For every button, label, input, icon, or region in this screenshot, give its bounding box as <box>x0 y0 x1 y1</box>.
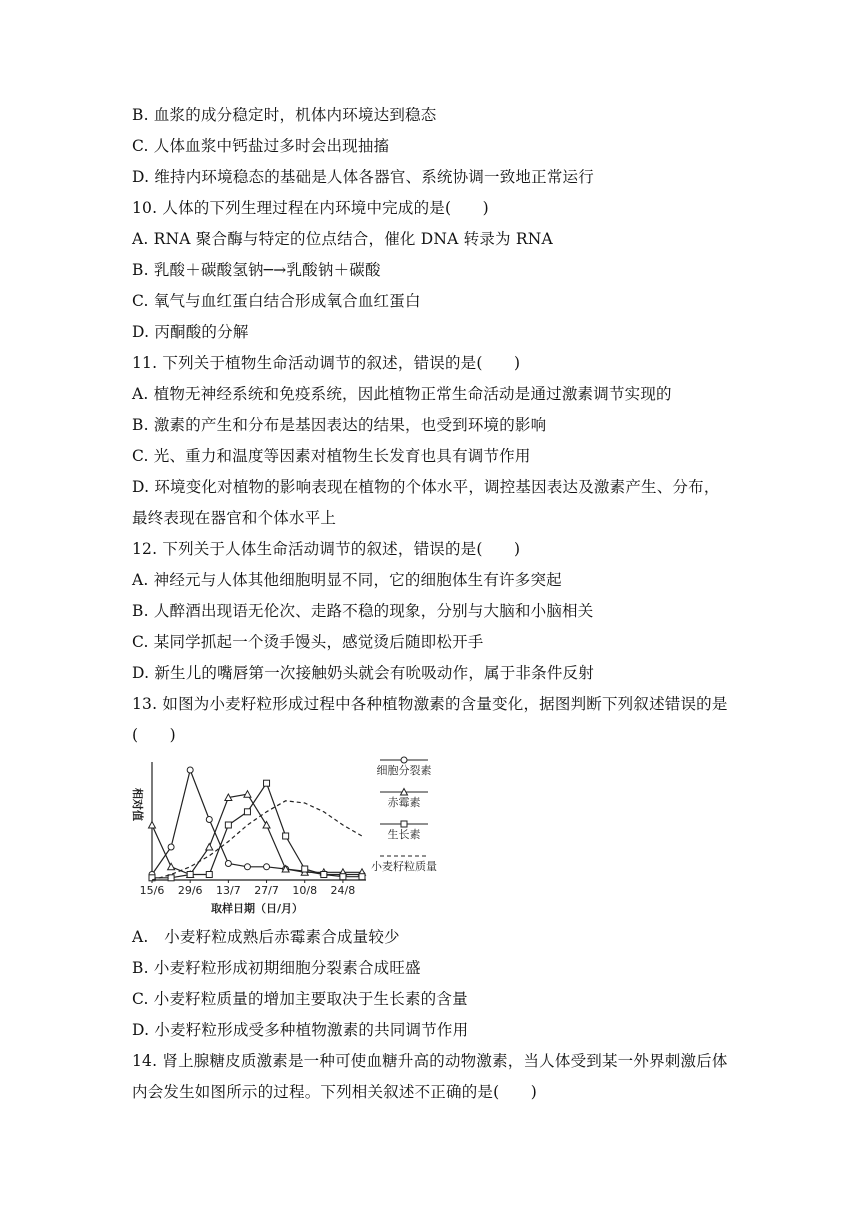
option-10d: D. 丙酮酸的分解 <box>132 323 249 341</box>
option-11d: D. 环境变化对植物的影响表现在植物的个体水平，调控基因表达及激素产生、分布， <box>132 478 720 496</box>
point-cytokinin <box>187 767 193 773</box>
option-11c: C. 光、重力和温度等因素对植物生长发育也具有调节作用 <box>132 447 531 465</box>
hormone-chart <box>131 752 460 920</box>
y-axis-title: 相对值 <box>131 788 144 821</box>
option-12b: B. 人醉酒出现语无伦次、走路不稳的现象，分别与大脑和小脑相关 <box>132 602 594 620</box>
option-9b: B. 血浆的成分稳定时，机体内环境达到稳态 <box>132 106 437 124</box>
series-line-0 <box>152 770 362 875</box>
point-cytokinin <box>206 817 212 823</box>
legend-label-3: 小麦籽粒质量 <box>371 860 437 873</box>
x-tick-label: 15/6 <box>139 884 165 897</box>
x-tick-label: 27/7 <box>254 884 279 897</box>
legend-label-0: 细胞分裂素 <box>376 764 432 777</box>
option-9d: D. 维持内环境稳态的基础是人体各器官、系统协调一致地正常运行 <box>132 168 594 186</box>
point-auxin <box>302 866 308 872</box>
x-tick-label: 29/6 <box>177 884 203 897</box>
legend-label-2: 生长素 <box>387 828 421 841</box>
series-line-3 <box>152 801 362 880</box>
question-13: 13. 如图为小麦籽粒形成过程中各种植物激素的含量变化，据图判断下列叙述错误的是 <box>132 695 728 713</box>
point-auxin <box>321 872 327 878</box>
point-auxin <box>283 833 289 839</box>
point-auxin <box>264 780 270 786</box>
option-10b: B. 乳酸＋碳酸氢钠─→乳酸钠＋碳酸 <box>132 261 381 279</box>
series-line-1 <box>152 794 362 874</box>
point-gibberellin <box>206 844 213 851</box>
point-gibberellin <box>168 863 175 870</box>
x-tick-label: 13/7 <box>216 884 241 897</box>
question-13-paren: ( ) <box>132 726 176 744</box>
option-13d: D. 小麦籽粒形成受多种植物激素的共同调节作用 <box>132 1021 469 1039</box>
legend-marker-2 <box>401 821 407 827</box>
question-11: 11. 下列关于植物生命活动调节的叙述，错误的是( ) <box>132 354 521 372</box>
point-auxin <box>340 874 346 880</box>
point-auxin <box>225 822 231 828</box>
legend-label-1: 赤霉素 <box>387 796 421 809</box>
point-auxin <box>187 872 193 878</box>
option-12a: A. 神经元与人体其他细胞明显不同，它的细胞体生有许多突起 <box>132 571 562 589</box>
option-13c: C. 小麦籽粒质量的增加主要取决于生长素的含量 <box>132 990 468 1008</box>
point-gibberellin <box>149 822 156 829</box>
question-12: 12. 下列关于人体生命活动调节的叙述，错误的是( ) <box>132 540 521 558</box>
option-13a: A. 小麦籽粒成熟后赤霉素合成量较少 <box>132 928 400 946</box>
x-tick-label: 24/8 <box>330 884 356 897</box>
point-cytokinin <box>225 861 231 867</box>
option-12c: C. 某同学抓起一个烫手馒头，感觉烫后随即松开手 <box>132 633 484 651</box>
option-12d: D. 新生儿的嘴唇第一次接触奶头就会有吮吸动作，属于非条件反射 <box>132 664 594 682</box>
point-cytokinin <box>264 864 270 870</box>
option-11b: B. 激素的产生和分布是基因表达的结果，也受到环境的影响 <box>132 416 547 434</box>
legend-marker-0 <box>401 757 407 763</box>
option-13b: B. 小麦籽粒形成初期细胞分裂素合成旺盛 <box>132 959 421 977</box>
question-14-cont: 内会发生如图所示的过程。下列相关叙述不正确的是( ) <box>132 1083 537 1101</box>
point-auxin <box>244 809 250 815</box>
point-gibberellin <box>263 822 270 829</box>
question-10: 10. 人体的下列生理过程在内环境中完成的是( ) <box>132 199 489 217</box>
hormone-chart-svg <box>131 752 460 920</box>
point-auxin <box>359 874 365 880</box>
point-gibberellin <box>244 791 251 798</box>
option-11a: A. 植物无神经系统和免疫系统，因此植物正常生命活动是通过激素调节实现的 <box>132 385 672 403</box>
point-cytokinin <box>244 864 250 870</box>
option-9c: C. 人体血浆中钙盐过多时会出现抽搐 <box>132 137 390 155</box>
x-tick-label: 10/8 <box>292 884 318 897</box>
point-cytokinin <box>168 844 174 850</box>
option-11d-cont: 最终表现在器官和个体水平上 <box>132 509 337 527</box>
option-10a: A. RNA 聚合酶与特定的位点结合，催化 DNA 转录为 RNA <box>132 230 553 248</box>
point-auxin <box>206 872 212 878</box>
question-14: 14. 肾上腺糖皮质激素是一种可使血糖升高的动物激素，当人体受到某一外界刺激后体 <box>132 1052 728 1070</box>
option-10c: C. 氧气与血红蛋白结合形成氧合血红蛋白 <box>132 292 421 310</box>
x-axis-title: 取样日期（日/月） <box>210 902 304 915</box>
